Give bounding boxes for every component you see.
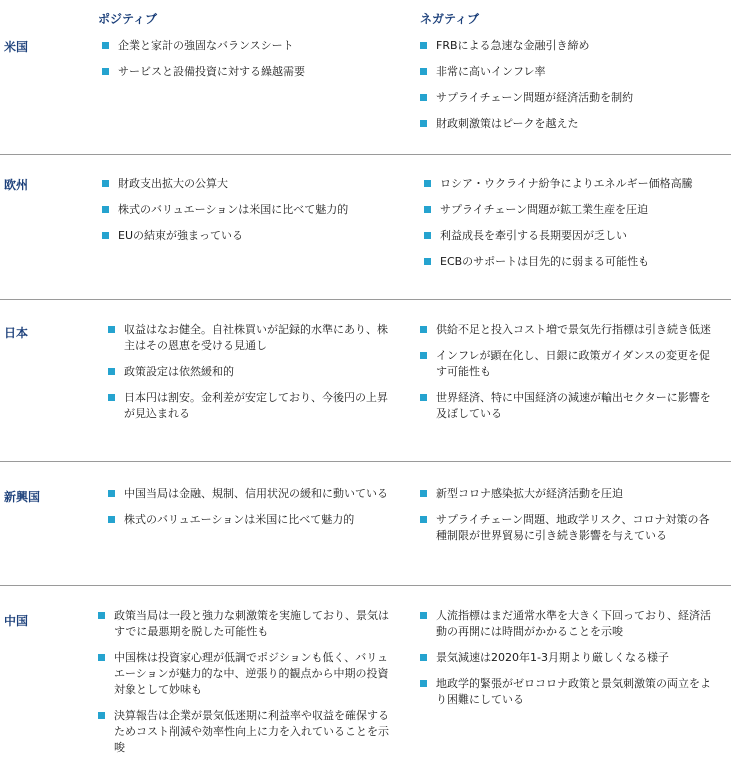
bullet-icon: [108, 326, 115, 333]
bullet-icon: [420, 42, 427, 49]
list-item: 中国株は投資家心理が低調でポジションも低く、バリュエーションが魅力的な中、逆張り的観点から中期の投資対象として妙味も: [98, 650, 394, 698]
positive-list: [102, 38, 392, 90]
bullet-icon: [102, 206, 109, 213]
bullet-icon: [420, 680, 427, 687]
positive-list: [98, 608, 394, 766]
bullet-icon: [420, 94, 427, 101]
positive-list: [102, 176, 392, 254]
list-item: ECBのサポートは目先的に弱まる可能性も: [424, 254, 714, 270]
negative-list: [420, 608, 715, 718]
list-item: 利益成長を牽引する長期要因が乏しい: [424, 228, 714, 244]
list-item: 景気減速は2020年1-3月期より厳しくなる様子: [420, 650, 715, 666]
bullet-icon: [108, 516, 115, 523]
list-item: 日本円は割安。金利差が安定しており、今後円の上昇が見込まれる: [108, 390, 398, 422]
section-divider: [0, 299, 731, 300]
bullet-icon: [98, 712, 105, 719]
negative-list: [424, 176, 714, 280]
bullet-icon: [102, 42, 109, 49]
list-item: 新型コロナ感染拡大が経済活動を圧迫: [420, 486, 715, 502]
bullet-icon: [98, 612, 105, 619]
section-divider: [0, 154, 731, 155]
bullet-icon: [108, 368, 115, 375]
list-item: サプライチェーン問題が経済活動を制約: [420, 90, 715, 106]
list-item: 政策当局は一段と強力な刺激策を実施しており、景気はすでに最悪期を脱した可能性も: [98, 608, 394, 640]
list-item: FRBによる急速な金融引き締め: [420, 38, 715, 54]
list-item: 企業と家計の強固なバランスシート: [102, 38, 392, 54]
region-name: 米国: [4, 40, 29, 54]
bullet-icon: [102, 232, 109, 239]
list-item: 政策設定は依然緩和的: [108, 364, 398, 380]
region-name: 日本: [4, 326, 29, 340]
bullet-icon: [420, 68, 427, 75]
list-item: EUの結束が強まっている: [102, 228, 392, 244]
list-item: 地政学的緊張がゼロコロナ政策と景気刺激策の両立をより困難にしている: [420, 676, 715, 708]
list-item: サービスと設備投資に対する繰越需要: [102, 64, 392, 80]
list-item: 世界経済、特に中国経済の減速が輸出セクターに影響を及ぼしている: [420, 390, 715, 422]
list-item: 供給不足と投入コスト増で景気先行指標は引き続き低迷: [420, 322, 715, 338]
bullet-icon: [420, 654, 427, 661]
bullet-icon: [420, 326, 427, 333]
bullet-icon: [424, 258, 431, 265]
bullet-icon: [424, 180, 431, 187]
list-item: 中国当局は金融、規制、信用状況の緩和に動いている: [108, 486, 398, 502]
section-divider: [0, 585, 731, 586]
positive-header: ポジティブ: [98, 12, 158, 26]
list-item: 財政支出拡大の公算大: [102, 176, 392, 192]
positive-list: [108, 486, 398, 538]
list-item: 株式のバリュエーションは米国に比べて魅力的: [102, 202, 392, 218]
section-divider: [0, 461, 731, 462]
list-item: 財政刺激策はピークを越えた: [420, 116, 715, 132]
bullet-icon: [420, 394, 427, 401]
list-item: 非常に高いインフレ率: [420, 64, 715, 80]
bullet-icon: [108, 394, 115, 401]
list-item: サプライチェーン問題、地政学リスク、コロナ対策の各種制限が世界貿易に引き続き影響を与えている: [420, 512, 715, 544]
bullet-icon: [420, 120, 427, 127]
list-item: ロシア・ウクライナ紛争によりエネルギー価格高騰: [424, 176, 714, 192]
bullet-icon: [102, 68, 109, 75]
negative-list: [420, 38, 715, 142]
list-item: 株式のバリュエーションは米国に比べて魅力的: [108, 512, 398, 528]
bullet-icon: [424, 232, 431, 239]
bullet-icon: [420, 352, 427, 359]
positive-list: [108, 322, 398, 432]
list-item: 収益はなお健全。自社株買いが記録的水準にあり、株主はその恩恵を受ける見通し: [108, 322, 398, 354]
bullet-icon: [420, 490, 427, 497]
list-item: 人流指標はまだ通常水準を大きく下回っており、経済活動の再開には時間がかかることを示唆: [420, 608, 715, 640]
list-item: サプライチェーン問題が鉱工業生産を圧迫: [424, 202, 714, 218]
bullet-icon: [424, 206, 431, 213]
negative-header: ネガティブ: [420, 12, 480, 26]
list-item: 決算報告は企業が景気低迷期に利益率や収益を確保するためコスト削減や効率性向上に力を入れていることを示唆: [98, 708, 394, 756]
region-name: 新興国: [4, 490, 41, 504]
bullet-icon: [102, 180, 109, 187]
bullet-icon: [420, 516, 427, 523]
negative-list: [420, 322, 715, 432]
region-name: 中国: [4, 614, 29, 628]
negative-list: [420, 486, 715, 554]
bullet-icon: [98, 654, 105, 661]
region-name: 欧州: [4, 178, 29, 192]
bullet-icon: [108, 490, 115, 497]
list-item: インフレが顕在化し、日銀に政策ガイダンスの変更を促す可能性も: [420, 348, 715, 380]
bullet-icon: [420, 612, 427, 619]
